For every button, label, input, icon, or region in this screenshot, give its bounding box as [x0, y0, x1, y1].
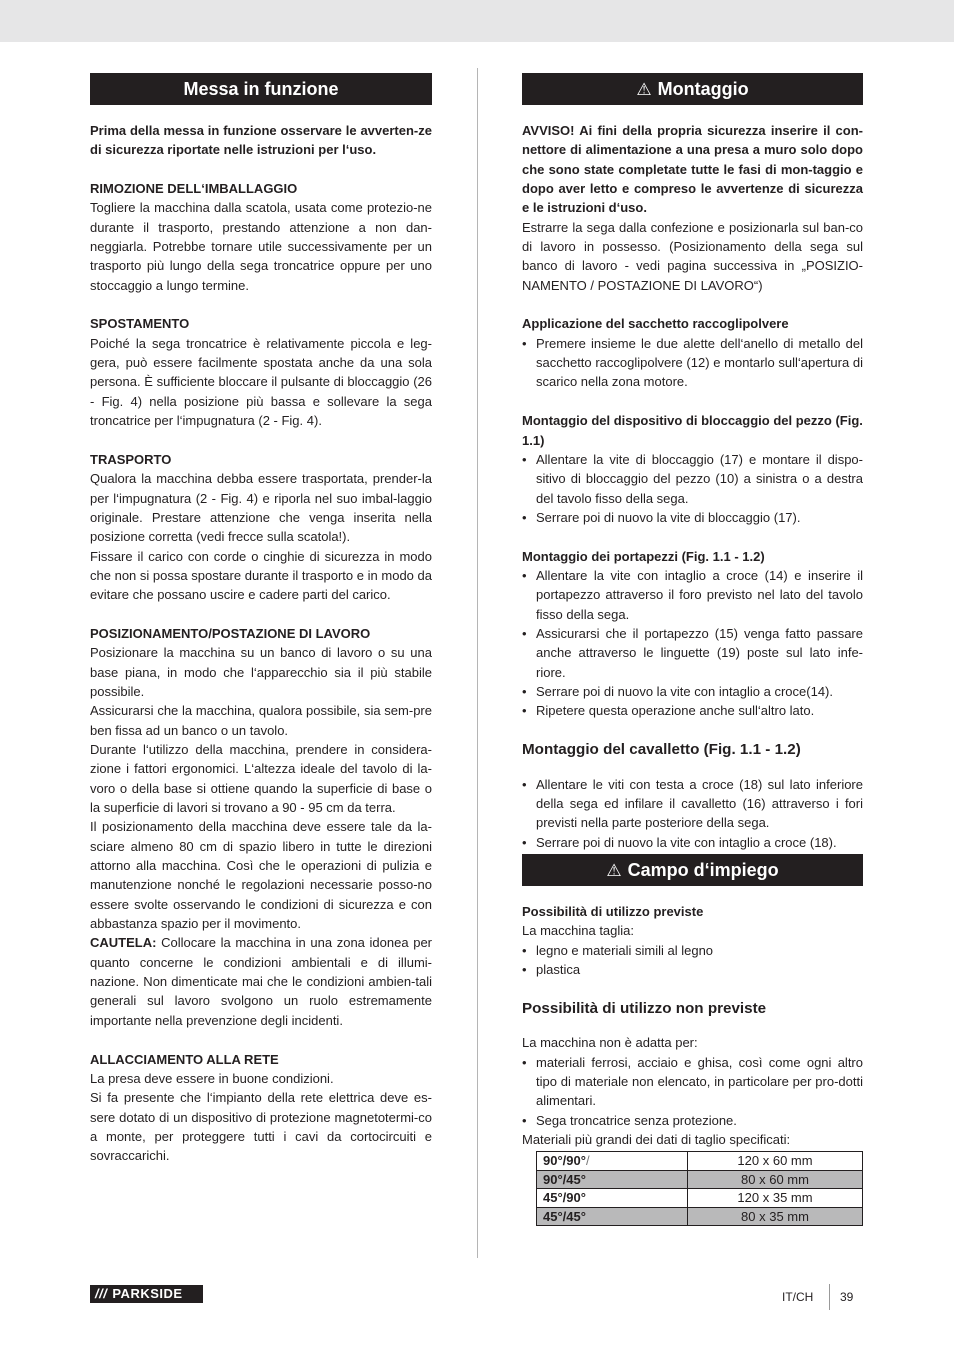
assembly-intro-text: Estrarre la sega dalla confezione e posizionarla sul ban-co di lavoro in possesso. (Posizionamento della sega sul banco di lavoro - vedi pagina successiva in „POSIZIO-NAMENTO / POSTAZIONE DI LAVORO“): [522, 219, 863, 293]
column-divider: [477, 68, 478, 1258]
clamp-section: [522, 411, 863, 527]
intended-use-list: [522, 941, 863, 980]
intended-use-title: Possibilità di utilizzo previste: [522, 903, 704, 919]
unpacking-title: RIMOZIONE DELL‘IMBALLAGGIO: [90, 181, 298, 197]
list-item: • Serrare poi di nuovo la vite con intaglio a croce (18).: [522, 833, 863, 852]
moving-title: SPOSTAMENTO: [90, 316, 190, 332]
angle-cell: 45°/90°: [537, 1189, 688, 1208]
angle-cell: 45°/45°: [537, 1207, 688, 1226]
parkside-logo: [90, 1285, 203, 1303]
list-item: • Assicurarsi che il portapezzo (15) venga fatto passare anche attraverso le linguette (19) poste sul lato infe-riore.: [522, 624, 863, 682]
angle-value: 90°/90°: [543, 1153, 586, 1169]
moving-text: Poiché la sega troncatrice è relativamente piccola e leg-gera, può essere facilmente spostata anche da una sola persona. È sufficiente bloccare il pulsante di bloccaggio (26 - Fig. 4) nella posizione più bassa e sollevare la sega troncatrice per l‘impugnatura (2 - Fig. 4).: [90, 335, 432, 429]
mains-title: ALLACCIAMENTO ALLA RETE: [90, 1051, 279, 1067]
size-cell: 80 x 60 mm: [688, 1170, 863, 1189]
assembly-intro: [522, 218, 863, 295]
size-cell: 120 x 60 mm: [688, 1152, 863, 1171]
list-item: • legno e materiali simili al legno: [522, 941, 863, 960]
intended-use-intro: La macchina taglia:: [522, 923, 635, 939]
list-item: • Allentare le viti con testa a croce (18) sul lato inferiore della sega ed infilare il cavalletto (16) attraverso i fori previsti nella parte posteriore della sega.: [522, 775, 863, 833]
caution-label: CAUTELA:: [90, 935, 157, 951]
unpacking-section: [90, 179, 432, 295]
mains-text-2: Si fa presente che l‘impianto della rete elettrica deve es-sere dotato di un dispositivo di protezione magnetotermi-co a monte, per proteggere tutti i cavi da cortocircuiti e sovraccarichi.: [90, 1090, 432, 1164]
transport-text-1: Qualora la macchina debba essere trasportata, prender-la per l‘impugnatura (2 - Fig. 4) e riporla nel suo imbal-laggio originale. Prestare attenzione che venga inserita nella posizione corretta (vedi frecce sulla scatola!).: [90, 471, 432, 545]
left-column: [90, 73, 432, 1185]
footer-divider: [829, 1284, 830, 1310]
not-intended-use-list: [522, 1053, 863, 1130]
angle-suffix: /: [585, 1153, 590, 1169]
dust-bag-title: Applicazione del sacchetto raccoglipolvere: [522, 316, 789, 332]
angle-cell: [537, 1152, 688, 1171]
mains-section: [90, 1050, 432, 1166]
table-row: [537, 1207, 863, 1226]
clamp-list: [522, 450, 863, 527]
right-column: [522, 73, 863, 1226]
positioning-text-4: Il posizionamento della macchina deve essere tale da la-sciare almeno 80 cm di spazio libero in tutte le direzioni attorno alla macchina. Così che le operazioni di pulizia e manutenzione nonché le regolazioni necessarie posso-no essere svolte osservando le condizioni di sicurezza e con abbastanza spazio per il movimento.: [90, 819, 432, 932]
warning-triangle-icon: ⚠: [606, 860, 622, 880]
top-band: [0, 0, 954, 42]
cutting-dimensions-table: [536, 1151, 863, 1226]
transport-text-2: Fissare il carico con corde o cinghie di sicurezza in modo che non si possa spostare durante il trasporto e in modo da evitare che possano uscire e cadere parti del carico.: [90, 548, 432, 603]
positioning-section: [90, 624, 432, 1030]
table-row: [537, 1152, 863, 1171]
list-item: • Sega troncatrice senza protezione.: [522, 1111, 863, 1130]
not-intended-use-section: [522, 999, 863, 1227]
heading-text: Messa in funzione: [183, 79, 339, 99]
assembly-warning: AVVISO! Ai fini della propria sicurezza inserire il con-nettore di alimentazione a una presa a muro solo dopo che sono state completate tutte le fasi di mon-taggio e dopo aver letto e compreso le avvertenze di sicurezza e le istruzioni d‘uso.: [522, 123, 863, 216]
moving-section: [90, 314, 432, 430]
table-intro: Materiali più grandi dei dati di taglio specificati:: [522, 1131, 791, 1147]
logo-text: PARKSIDE: [112, 1286, 183, 1301]
stand-title: Montaggio del cavalletto (Fig. 1.1 - 1.2): [522, 741, 801, 758]
section-heading-commissioning: [90, 73, 432, 105]
transport-section: [90, 450, 432, 605]
transport-title: TRASPORTO: [90, 451, 172, 467]
list-item: • Allentare la vite con intaglio a croce (14) e inserire il portapezzo attraverso il foro previsto nel lato del tavolo fisso della sega.: [522, 566, 863, 624]
page-number: 39: [840, 1290, 854, 1304]
positioning-text-2: Assicurarsi che la macchina, qualora possibile, sia sem-pre ben fissa ad un banco o un tavolo.: [90, 703, 432, 738]
holders-title: Montaggio dei portapezzi (Fig. 1.1 - 1.2): [522, 548, 765, 564]
stand-section: [522, 740, 863, 852]
holders-list: [522, 566, 863, 721]
positioning-text-3: Durante l‘utilizzo della macchina, prendere in considera-zione i fattori ergonomici. L‘altezza ideale del tavolo di la-voro o della base si ottiene quando la superficie di base o la superficie di lavori si trovano a 90 - 95 cm da terra.: [90, 742, 432, 816]
clamp-title: Montaggio del dispositivo di bloccaggio del pezzo (Fig. 1.1): [522, 413, 863, 448]
dust-bag-section: [522, 314, 863, 391]
holders-section: [522, 547, 863, 721]
list-item: • Allentare la vite di bloccaggio (17) e montare il dispo-sitivo di bloccaggio del pezzo (10) a sinistra o a destra del tavolo fisso della sega.: [522, 450, 863, 508]
size-cell: 80 x 35 mm: [688, 1207, 863, 1226]
list-item: • plastica: [522, 960, 863, 979]
table-row: [537, 1170, 863, 1189]
caution-text: Collocare la macchina in una zona idonea per quanto concerne le condizioni ambientali e di illumi-nazione. Non dimenticate mai che le condizioni ambien-tali generali sul lavoro svolgono un ruolo estremamente importante nella prevenzione degli incidenti.: [90, 935, 432, 1028]
caution-paragraph: [90, 933, 432, 1030]
heading-text: Montaggio: [657, 79, 749, 99]
list-item: • Ripetere questa operazione anche sull‘altro lato.: [522, 701, 863, 720]
list-item: • Premere insieme le due alette dell‘anello di metallo del sacchetto raccoglipolvere (12) e montarlo sull‘apertura di scarico nella zona motore.: [522, 334, 863, 392]
warning-triangle-icon: ⚠: [636, 80, 652, 99]
section-heading-assembly: [522, 73, 863, 105]
language-code: IT/CH: [782, 1290, 814, 1304]
commissioning-intro: [90, 121, 432, 160]
intended-use-section: [522, 902, 863, 979]
list-item: • Serrare poi di nuovo la vite di bloccaggio (17).: [522, 508, 863, 527]
list-item: • Serrare poi di nuovo la vite con intaglio a croce(14).: [522, 682, 863, 701]
list-item: • materiali ferrosi, acciaio e ghisa, così come ogni altro tipo di materiale non elencato, in particolare per pro-dotti alimentari.: [522, 1053, 863, 1111]
size-cell: 120 x 35 mm: [688, 1189, 863, 1208]
dust-bag-list: [522, 334, 863, 392]
not-intended-use-intro: La macchina non è adatta per:: [522, 1035, 698, 1051]
unpacking-text: Togliere la macchina dalla scatola, usata come protezio-ne durante il trasporto, prestando attenzione a non dan-neggiarla. Potrebbe tornare utile successivamente per un trasporto più lungo della sega troncatrice oppure per uno stoccaggio a lungo termine.: [90, 200, 432, 293]
section-heading-use: [522, 854, 863, 886]
positioning-text-1: Posizionare la macchina su un banco di lavoro o su una base piana, in modo che l‘apparecchio sia il più stabile possibile.: [90, 645, 432, 699]
not-intended-use-title: Possibilità di utilizzo non previste: [522, 999, 767, 1017]
mains-text-1: La presa deve essere in buone condizioni.: [90, 1070, 334, 1086]
intro-text: Prima della messa in funzione osservare le avverten-ze di sicurezza riportate nelle istruzioni per l‘uso.: [90, 123, 432, 158]
table-row: [537, 1189, 863, 1208]
positioning-title: POSIZIONAMENTO/POSTAZIONE DI LAVORO: [90, 625, 371, 641]
stand-list: [522, 775, 863, 852]
angle-cell: 90°/45°: [537, 1170, 688, 1189]
heading-text: Campo d‘impiego: [627, 859, 779, 880]
logo-slashes: ///: [95, 1286, 108, 1301]
